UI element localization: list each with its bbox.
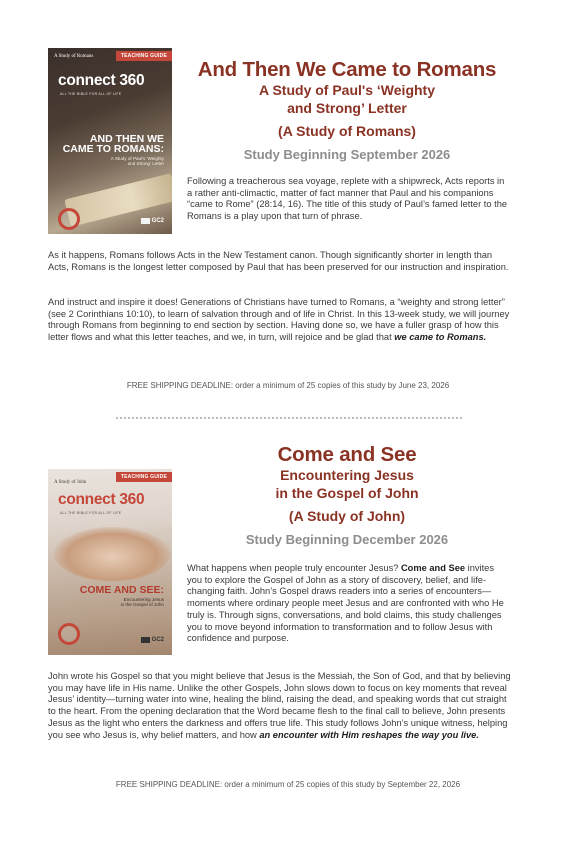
cover-series-label: A Study of Romans — [54, 54, 94, 59]
cover-title — [63, 134, 164, 154]
cover-subtitle — [111, 156, 164, 166]
study-title: Come and See — [277, 443, 417, 466]
circle-badge-icon — [58, 623, 80, 645]
romans-cover-image — [48, 48, 172, 234]
cover-title: COME AND SEE: — [79, 584, 164, 596]
publisher-name: GC2 — [151, 637, 164, 643]
cover-series-label: A Study of John — [54, 480, 87, 485]
paragraph-text: invites you to explore the Gospel of John as a story of discovery, belief, and life-changing faith. John’s Gospel draws readers into a series of encounters—moments where ordinary people meet Jesus and are confronted with who He truly is. Through signs, conversations, and bold claims, this study challenges you to move beyond information to transformation and to follow Jesus with confidence and purpose. — [187, 563, 504, 644]
publisher-name: GC2 — [151, 218, 164, 224]
cover-subtitle-line: in the Gospel of John — [120, 602, 164, 608]
teaching-guide-tag: TEACHING GUIDE — [116, 472, 172, 482]
logo-tagline: ALL THE BIBLE FOR ALL OF LIFE — [60, 92, 122, 96]
paragraph-emphasis: an encounter with Him reshapes the way you live. — [259, 729, 479, 740]
connect360-logo: connect 360 — [58, 491, 145, 508]
study1-heading — [182, 58, 512, 162]
study-subtitle — [182, 81, 512, 117]
section-divider — [116, 417, 462, 419]
subtitle-line: A Study of Paul's ‘Weighty — [258, 82, 435, 98]
study-start-date: Study Beginning September 2026 — [243, 147, 451, 162]
paragraph-bold: Come and See — [400, 563, 466, 573]
hand-illustration — [54, 527, 170, 581]
circle-badge-icon — [58, 208, 80, 230]
study1-intro: Following a treacherous sea voyage, replete with a shipwreck, Acts reports in a rather anti-climactic, matter of fact manner that Paul and his companions “came to Rome” (28:14, 16). The title of this study of Paul’s famed letter to the Romans is a play upon that turn of phrase. — [187, 176, 508, 222]
study-start-date: Study Beginning December 2026 — [245, 532, 449, 547]
john-cover-image — [48, 469, 172, 655]
study2-heading — [182, 443, 512, 547]
study2-intro — [187, 563, 509, 645]
paragraph-text: What happens when people truly encounter Jesus? — [187, 563, 401, 573]
study2-shipping-deadline: FREE SHIPPING DEADLINE: order a minimum of 25 copies of this study by September 22, 2026 — [115, 780, 461, 789]
study1-shipping-deadline: FREE SHIPPING DEADLINE: order a minimum of 25 copies of this study by June 23, 2026 — [126, 381, 450, 390]
study1-paragraph-3 — [48, 297, 514, 344]
paragraph-emphasis: we came to Romans. — [394, 332, 487, 343]
publisher-mark-icon — [141, 218, 150, 224]
teaching-guide-tag: TEACHING GUIDE — [116, 51, 172, 61]
cover-subtitle — [121, 597, 164, 607]
subtitle-line: in the Gospel of John — [275, 485, 419, 501]
cover-title-line: CAME TO ROMANS: — [62, 143, 164, 155]
paragraph-text: John wrote his Gospel so that you might believe that Jesus is the Messiah, the Son of God, and that by believing you may have life in His name. Unlike the other Gospels, John slows down to focus on key moments that reveal Jesus’ identity—turning water into wine, healing the blind, raising the dead, and speaking words that cut straight to the heart. From the opening declaration that the Word became flesh to the final call to believe, John presents Jesus as the light who enters the darkness and offers true life. This study follows John’s unique witness, helping you see who Jesus is, why belief matters, and how — [48, 671, 511, 740]
study-book-label: (A Study of John) — [288, 508, 406, 524]
publisher-logo — [141, 637, 164, 643]
subtitle-line: and Strong’ Letter — [287, 100, 407, 116]
study2-paragraph-2 — [48, 671, 516, 741]
study-subtitle — [182, 466, 512, 502]
publisher-logo — [141, 218, 164, 224]
publisher-mark-icon — [141, 637, 150, 643]
study-title: And Then We Came to Romans — [197, 58, 497, 81]
logo-tagline: ALL THE BIBLE FOR ALL OF LIFE — [60, 511, 122, 515]
connect360-logo: connect 360 — [58, 72, 145, 89]
cover-title-line: AND THEN WE — [89, 133, 164, 145]
paragraph-text: And instruct and inspire it does! Generations of Christians have turned to Romans, a “weighty and strong letter” (see 2 Corinthians 10:10), to learn of salvation through and of life in Christ. In this 13-week study, we will journey through Romans from beginning to end section by section. Having done so, we have a fuller grasp of how this letter flows and what this letter teaches, and we, in turn, will rejoice and be glad that — [48, 297, 510, 343]
study-book-label: (A Study of Romans) — [278, 123, 416, 139]
cover-subtitle-line: A Study of Paul's 'Weighty — [110, 156, 164, 161]
subtitle-line: Encountering Jesus — [280, 467, 414, 483]
study1-paragraph-2: As it happens, Romans follows Acts in the New Testament canon. Though significantly shorter in length than Acts, Romans is the longest letter composed by Paul that has been preserved for our instruction and inspiration. — [48, 250, 509, 272]
cover-subtitle-line: Encountering Jesus — [123, 597, 164, 602]
cover-subtitle-line: and Strong' Letter — [127, 161, 164, 167]
